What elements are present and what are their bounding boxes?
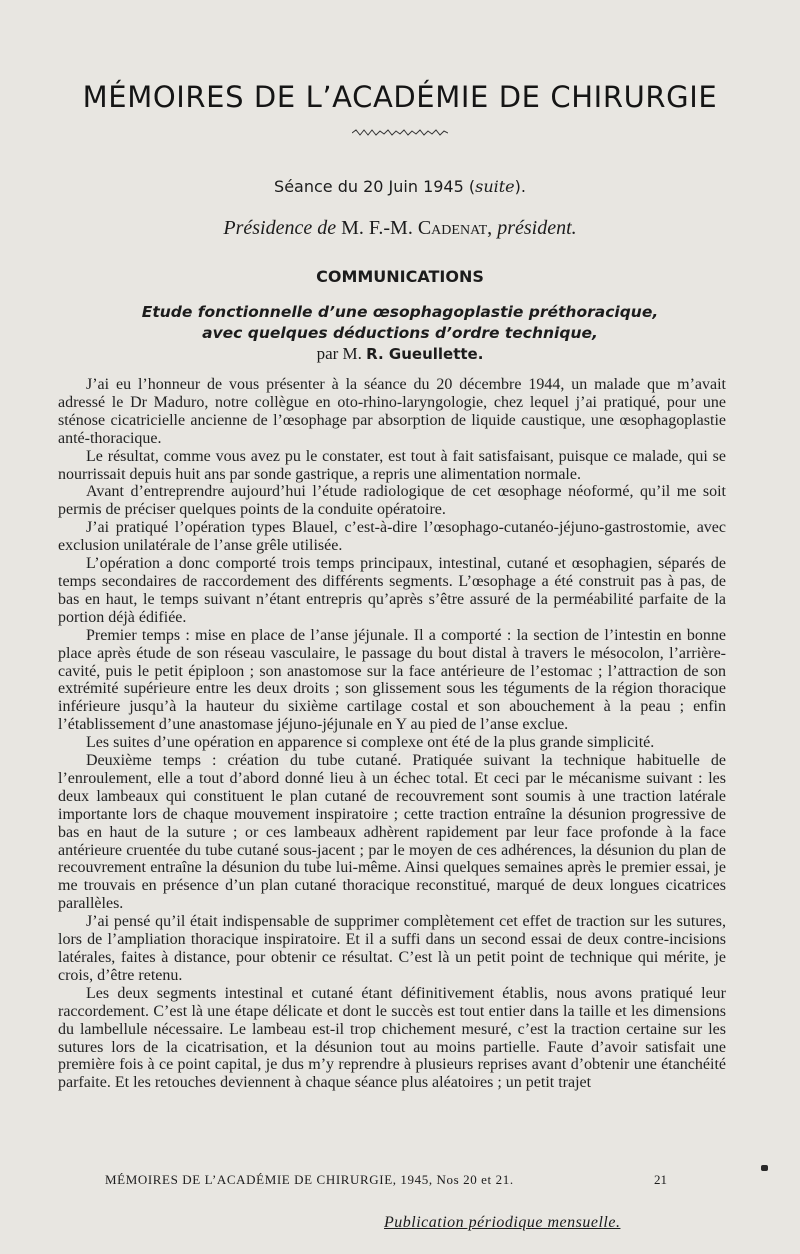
journal-title: MÉMOIRES DE L’ACADÉMIE DE CHIRURGIE <box>82 80 718 114</box>
article-title-line-1: Etude fonctionnelle d’une œsophagoplastie préthoracique, <box>141 303 659 321</box>
presidence-role: président. <box>497 217 577 239</box>
byline-author: R. Gueullette. <box>366 345 484 363</box>
running-head: MÉMOIRES DE L’ACADÉMIE DE CHIRURGIE, 1945, Nos 20 et 21. <box>105 1172 514 1187</box>
ornament-divider <box>352 128 448 138</box>
page-mark <box>761 1165 768 1171</box>
presidence-name: Cadenat, <box>417 217 493 239</box>
paragraph: Premier temps : mise en place de l’anse jéjunale. Il a comporté : la section de l’intestin en bonne place après étude de son réseau vasculaire, le passage du bout distal à travers le mésocolon, l’arrière-cavité, puis le petit épiploon ; son anastomose sur la face antérieure de l’estomac ; l’attraction de son extrémité supérieure entre les deux droits ; son glissement sous les téguments de la région thoracique inférieure jusqu’à la hauteur du sixième cartilage costal et son abouchement à la peau ; enfin l’établissement d’une anastomase jéjuno-jéjunale en Y au pied de l’anse exclue. <box>58 626 726 734</box>
article-title-line-2: avec quelques déductions d’ordre technique, <box>202 324 598 342</box>
article-title <box>0 302 800 344</box>
paragraph: J’ai pratiqué l’opération types Blauel, c’est-à-dire l’œsophago-cutanéo-jéjuno-gastrostomie, avec exclusion unilatérale de l’anse grêle utilisée. <box>58 519 726 555</box>
presidence-prefix: Présidence de <box>223 217 337 239</box>
presidence-line <box>0 217 800 240</box>
byline-prefix: par M. <box>316 344 362 363</box>
paragraph: Les suites d’une opération en apparence si complexe ont été de la plus grande simplicité. <box>86 734 655 752</box>
paragraph: Avant d’entreprendre aujourd’hui l’étude radiologique de cet œsophage néoformé, qu’il me soit permis de préciser quelques points de la conduite opératoire. <box>58 483 726 519</box>
paragraph: Deuxième temps : création du tube cutané. Pratiquée suivant la technique habituelle de l’enroulement, elle a tout d’abord donné lieu à un échec total. Et ceci par le mécanisme suivant : les deux lambeaux qui constituent le plan cutané de recouvrement sont soumis à une traction latérale importante lors de chaque mouvement inspiratoire ; cette traction entraîne la désunion progressive de bas en haut de la suture ; or ces lambeaux adhèrent rapidement par leur face profonde à la face antérieure cruentée du tube cutané sous-jacent ; par le moyen de ces adhérences, la désunion du plan de recouvrement entraîne la désunion du tube lui-même. Ainsi quelques semaines après le premier essai, je me trouvais en présence d’un plan cutané thoracique reconstitué, marqué de deux longues cicatrices parallèles. <box>58 752 726 913</box>
publication-note: Publication périodique mensuelle. <box>384 1214 621 1231</box>
page-number: 21 <box>654 1172 667 1187</box>
presidence-initials: M. F.-M. <box>341 217 413 239</box>
session-suite: suite <box>475 177 515 196</box>
paragraph: L’opération a donc comporté trois temps principaux, intestinal, cutané et œsophagien, séparés de temps secondaires de raccordement des différents segments. L’œsophage a été construit pas à pas, de bas en haut, le temps suivant n’étant entrepris qu’après s’être assuré de la perméabilité parfaite de la portion déjà édifiée. <box>58 555 726 626</box>
session-date <box>0 177 800 196</box>
article-byline <box>0 344 800 364</box>
running-footer <box>105 1172 667 1188</box>
section-heading: COMMUNICATIONS <box>316 267 484 286</box>
paragraph: J’ai eu l’honneur de vous présenter à la séance du 20 décembre 1944, un malade que m’avait adressé le Dr Maduro, notre collègue en oto-rhino-laryngologie, chez lequel j’ai pratiqué, pour une sténose cicatricielle ancienne de l’œsophage par absorption de liquide caustique, une œsophagoplastie anté-thoracique. <box>58 376 726 447</box>
article-body <box>58 376 726 1092</box>
paragraph: Le résultat, comme vous avez pu le constater, est tout à fait satisfaisant, puisque ce malade, qui se nourrissait depuis huit ans par sonde gastrique, a repris une alimentation normale. <box>58 447 726 483</box>
session-suffix: ). <box>514 177 526 196</box>
paragraph: Les deux segments intestinal et cutané étant définitivement établis, nous avons pratiqué leur raccordement. C’est là une étape délicate et dont le succès est tout entier dans la taille et les dimensions du lambellule nécessaire. Le lambeau est-il trop chichement mesuré, c’est la traction certaine sur les sutures lors de la cicatrisation, et la désunion tout au moins partielle. Faute d’avoir satisfait une première fois à ce point capital, je dus m’y reprendre à plusieurs reprises avant d’obtenir une étanchéité parfaite. Et les retouches deviennent à chaque séance plus aléatoires ; un petit trajet <box>58 984 726 1092</box>
paragraph: J’ai pensé qu’il était indispensable de supprimer complètement cet effet de traction sur les sutures, lors de l’ampliation thoracique inspiratoire. Et il a suffi dans un second essai de deux contre-incisions latérales, faites à distance, pour obtenir ce résultat. C’est là un petit point de technique qui mérite, je crois, d’être retenu. <box>58 913 726 984</box>
session-prefix: Séance du 20 Juin 1945 ( <box>274 177 476 196</box>
